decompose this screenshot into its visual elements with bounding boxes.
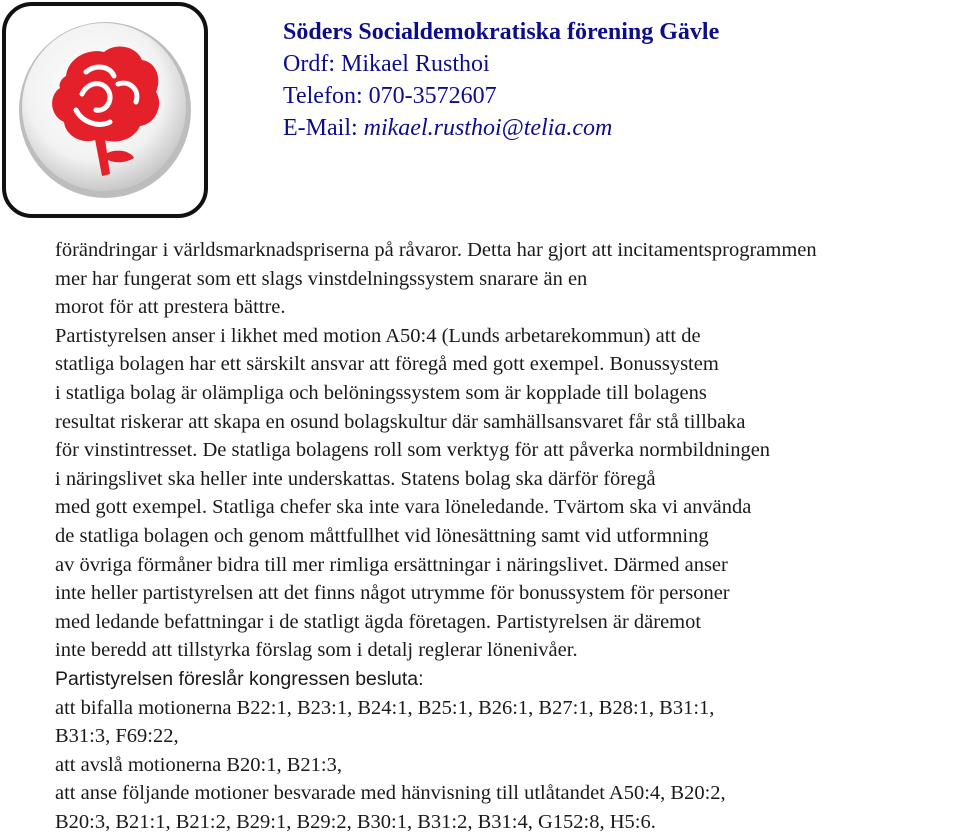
body-line: Partistyrelsen anser i likhet med motion A50:4 (Lunds arbetarekommun) att de — [55, 324, 701, 347]
logo-frame — [2, 2, 208, 218]
email-line — [283, 112, 719, 144]
proposal-line: att avslå motionerna B20:1, B21:3, — [55, 753, 342, 776]
proposal-heading: Partistyrelsen föreslår kongressen besluta: — [55, 667, 424, 690]
rose-logo-icon — [6, 6, 204, 214]
proposal-line: B20:3, B21:1, B21:2, B29:1, B29:2, B30:1, B31:2, B31:4, G152:8, H5:6. — [55, 810, 656, 833]
body-line: de statliga bolagen och genom måttfullhet vid lönesättning samt vid utformning — [55, 524, 709, 547]
document-body — [55, 236, 955, 836]
chair-line: Ordf: Mikael Rusthoi — [283, 51, 490, 77]
email-link[interactable]: mikael.rusthoi@telia.com — [363, 115, 613, 141]
proposal-line: att bifalla motionerna B22:1, B23:1, B24:1, B25:1, B26:1, B27:1, B28:1, B31:1, — [55, 696, 715, 719]
body-line: mer har fungerat som ett slags vinstdelningssystem snarare än en — [55, 267, 588, 290]
body-line: i näringslivet ska heller inte underskattas. Statens bolag ska därför föregå — [55, 467, 656, 490]
body-line: i statliga bolag är olämpliga och belöningssystem som är kopplade till bolagens — [55, 381, 707, 404]
body-line: statliga bolagen har ett särskilt ansvar att föregå med gott exempel. Bonussystem — [55, 353, 719, 376]
proposal-line: B31:3, F69:22, — [55, 725, 179, 748]
phone-line: Telefon: 070-3572607 — [283, 83, 497, 109]
email-label: E-Mail: — [283, 115, 364, 141]
proposal-line: att anse följande motioner besvarade med hänvisning till utlåtandet A50:4, B20:2, — [55, 782, 726, 805]
body-line: med gott exempel. Statliga chefer ska inte vara löneledande. Tvärtom ska vi använda — [55, 496, 752, 519]
body-line: av övriga förmåner bidra till mer rimliga ersättningar i näringslivet. Därmed anser — [55, 553, 728, 576]
body-line: förändringar i världsmarknadspriserna på råvaror. Detta har gjort att incitamentsprogrammen — [55, 239, 817, 261]
organization-name: Söders Socialdemokratiska förening Gävle — [283, 19, 720, 45]
body-line: morot för att prestera bättre. — [55, 296, 286, 319]
body-line: inte heller partistyrelsen att det finns något utrymme för bonussystem för personer — [55, 582, 730, 605]
body-line: med ledande befattningar i de statligt ägda företagen. Partistyrelsen är däremot — [55, 610, 702, 633]
body-line: inte beredd att tillstyrka förslag som i detalj reglerar lönenivåer. — [55, 639, 578, 662]
body-line: resultat riskerar att skapa en osund bolagskultur där samhällsansvaret får stå tillbaka — [55, 410, 746, 433]
letterhead — [283, 16, 719, 144]
body-line: för vinstintresset. De statliga bolagens roll som verktyg för att påverka normbildningen — [55, 439, 771, 462]
